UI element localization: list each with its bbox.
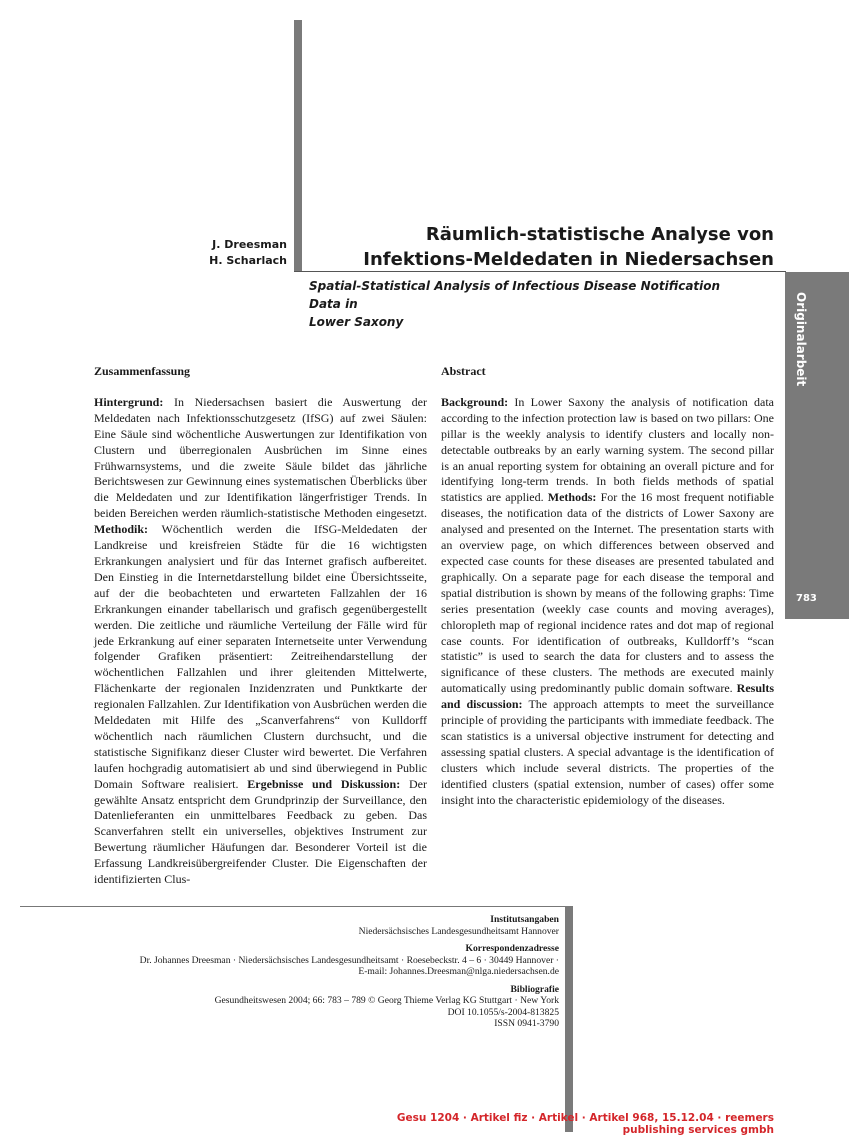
article-title bbox=[310, 222, 774, 272]
text-hintergrund: In Niedersachsen basiert die Auswertung der Meldedaten nach Infektionsschutzgesetz (IfSG) auf zwei Säulen: Eine Säule sind wöchentliche Auswertungen zur Identifikation von Clustern und überregionalen Ausbrüchen im Sinne eines Frühwarnsystems, und die zweite Säule bildet das jährliche Berichtswesen zur Gewinnung eines systematischen Überblicks über die Meldedaten und zur Identifikation längerfristiger Trends. In beiden Bereichen werden räumlich-statistische Methoden eingesetzt. bbox=[94, 394, 427, 521]
text-results: The approach attempts to meet the surveillance principle of providing the participants with immediate feedback. The scan statistics is a universal objective instrument for detecting and assessing spatial clusters. A special advantage is the identification of clusters which include several districts. The properties of the identified clusters (spatial extension, number of cases) offer some insight into the characteristic epidemiology of the diseases. bbox=[441, 697, 774, 807]
correspondence-heading: Korrespondenzadresse bbox=[465, 943, 559, 954]
abstract-text bbox=[441, 395, 774, 809]
institution: Niedersächsisches Landesgesundheitsamt Hannover bbox=[358, 925, 559, 937]
author-2: H. Scharlach bbox=[209, 254, 287, 267]
abstract-heading: Abstract bbox=[441, 364, 486, 378]
side-tab-label: Originalarbeit bbox=[794, 292, 808, 387]
bibliography-issn: ISSN 0941-3790 bbox=[494, 1018, 559, 1029]
title-line-1: Räumlich-statistische Analyse von bbox=[425, 224, 774, 245]
info-rule bbox=[20, 906, 565, 907]
title-rule bbox=[294, 271, 786, 272]
subtitle-line-1: Spatial-Statistical Analysis of Infectious Disease Notification Data in bbox=[309, 279, 721, 311]
label-background: Background: bbox=[441, 394, 509, 409]
correspondence-email: E-mail: Johannes.Dreesman@nlga.niedersachsen.de bbox=[358, 966, 559, 977]
vertical-rule-bottom bbox=[565, 906, 573, 1132]
side-tab-label-box bbox=[786, 288, 818, 488]
text-background: In Lower Saxony the analysis of notification data according to the infection protection law is based on two pillars: One pillar is the weekly analysis to identify clusters and locally non-detectable outbreaks by an early warning system. The second pillar is an anual reporting system for obtaining an overall picture and for identifying long-term trends. In both fields methods of spatial statistics are applied. bbox=[441, 394, 774, 505]
abstract-column bbox=[441, 364, 774, 808]
production-footer: Gesu 1204 · Artikel fiz · Artikel · Artikel 968, 15.12.04 · reemers publishing services gmbh bbox=[396, 1112, 774, 1136]
english-subtitle bbox=[309, 277, 729, 331]
bibliography-citation: Gesundheitswesen 2004; 66: 783 – 789 © Georg Thieme Verlag KG Stuttgart · New York bbox=[214, 995, 559, 1006]
article-info bbox=[20, 914, 559, 1030]
text-methodik: Wöchentlich werden die IfSG-Meldedaten der Landkreise und kreisfreien Städte für die 16 wichtigsten Erkrankungen analysiert und für das Internet grafisch aufbereitet. Den Einstieg in die Internetdarstellung bildet eine Übersichtsseite, auf der die beobachteten und erwarteten Fallzahlen der 16 Erkrankungen einander tabellarisch und grafisch gegenübergestellt werden. Die zeitliche und räumliche Verteilung der Fälle wird für jede Erkrankung auf einer separaten Internetseite unter Verwendung folgender Grafiken präsentiert: Zeitreihendarstellung der wöchentlichen Fallzahlen und ihrer gleitenden Mittelwerte, Flächenkarte der regionalen Inzidenzraten und Punktkarte der regionalen Fallzahlen. Zur Identifikation von Ausbrüchen werden die Meldedaten mit Hilfe des „Scanverfahrens“ von Kulldorff wöchentlich nach räumlichen Clustern durchsucht, und die statistische Signifikanz dieser Cluster wird bewertet. Die Verfahren laufen hochgradig automatisiert ab und sind überwiegend in Public Domain Software realisiert. bbox=[94, 522, 427, 791]
subtitle-line-2: Lower Saxony bbox=[309, 315, 404, 329]
label-results: Results and discussion: bbox=[441, 681, 774, 712]
bibliography-doi: DOI 10.1055/s-2004-813825 bbox=[447, 1006, 559, 1018]
label-methods: Methods: bbox=[547, 490, 597, 505]
zusammenfassung-text bbox=[94, 395, 427, 888]
institution-heading: Institutsangaben bbox=[490, 914, 559, 925]
author-1: J. Dreesman bbox=[212, 238, 287, 251]
title-line-2: Infektions-Meldedaten in Niedersachsen bbox=[363, 249, 774, 270]
label-hintergrund: Hintergrund: bbox=[94, 394, 164, 409]
text-ergebnisse: Der gewählte Ansatz entspricht dem Grundprinzip der Surveillance, den Datenlieferanten ein unmittelbares Feedback zu geben. Das Scanverfahren stellt ein universelles, objektives Instrument zur Bewertung räumlicher Häufungen dar. Besonderer Vorteil ist die Erfassung Landkreisübergreifender Cluster. Die Eigenschaften der identifizierten Clus- bbox=[94, 776, 427, 887]
page-number: 783 bbox=[796, 593, 817, 604]
correspondence-line-1: Dr. Johannes Dreesman · Niedersächsisches Landesgesundheitsamt · Roesebeckstr. 4 – 6 · 30449 Hannover · bbox=[139, 954, 559, 966]
authors bbox=[150, 237, 287, 269]
label-ergebnisse: Ergebnisse und Diskussion: bbox=[247, 776, 401, 791]
zusammenfassung-heading: Zusammenfassung bbox=[94, 364, 191, 378]
label-methodik: Methodik: bbox=[94, 522, 148, 537]
bibliography-heading: Bibliografie bbox=[510, 983, 559, 995]
vertical-rule-top bbox=[294, 20, 302, 272]
text-methods: For the 16 most frequent notifiable diseases, the notification data of the districts of Lower Saxony are analysed and presented on the Internet. The presentation starts with an overview page, on which differences between observed and expected case counts for these diseases are presented tabulated and graphically. On a separate page for each disease the temporal and spatial distribution is shown by means of the following graphs: Time series presentation (weekly case counts and moving averages), chloropleth map of regional incidence rates and dot map of regional case counts. For identification of outbreaks, Kulldorff’s “scan statistic” is used to search the data for clusters and to assess the significance of these clusters. The methods are executed mainly automatically using predominantly public domain software. bbox=[441, 490, 774, 696]
zusammenfassung-column bbox=[94, 364, 427, 888]
